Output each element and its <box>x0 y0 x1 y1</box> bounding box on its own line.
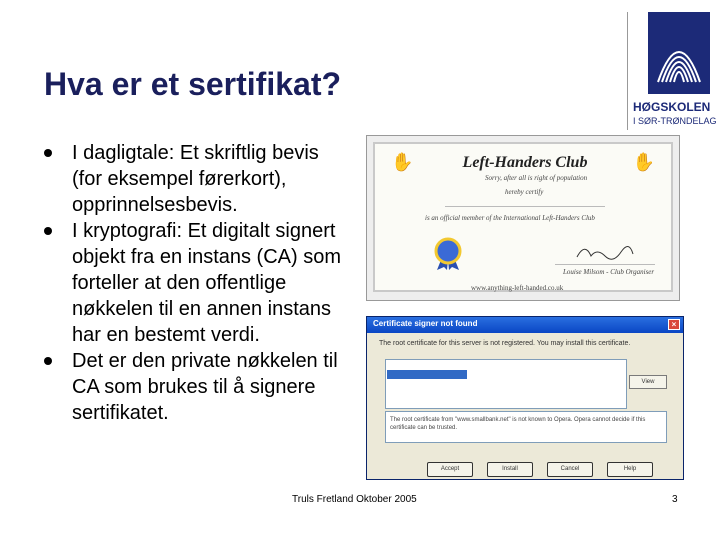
certificate-info-text: The root certificate from "www.smallbank.net" is not known to Opera. Opera cannot decide if this certificate can be trusted. <box>390 417 646 431</box>
bullet-text: I dagligtale: Et skriftlig bevis (for eksempel førerkort), opprinnelsesbevis. <box>72 142 319 216</box>
dialog-message: The root certificate for this server is not registered. You may install this certificate. <box>379 340 631 347</box>
view-button[interactable]: View <box>629 375 667 389</box>
certificate-list-selected-row[interactable] <box>387 370 467 379</box>
bullet-item <box>44 348 349 426</box>
bullet-text: I kryptografi: Et digitalt signert objekt fra en instans (CA) som forteller at den offentlige nøkkelen til en annen instans har en bestemt verdi. <box>72 220 341 346</box>
signature-line <box>555 264 655 265</box>
bullet-item <box>44 140 349 218</box>
certificate-warning-dialog <box>366 316 684 480</box>
rosette-seal-icon <box>431 236 465 270</box>
accept-button[interactable]: Accept <box>427 462 473 477</box>
left-hand-icon: ✋ <box>632 152 655 172</box>
help-button[interactable]: Help <box>607 462 653 477</box>
bullet-list <box>44 140 349 426</box>
close-icon[interactable]: × <box>668 319 680 330</box>
dialog-titlebar <box>367 317 683 333</box>
install-button[interactable]: Install <box>487 462 533 477</box>
left-hand-icon: ✋ <box>391 152 414 172</box>
dialog-title: Certificate signer not found <box>373 319 478 328</box>
certificate-list[interactable] <box>385 359 627 409</box>
bullet-dot <box>44 357 52 365</box>
bullet-dot <box>44 149 52 157</box>
certificate-signature-caption: Louise Milsom - Club Organiser <box>563 268 655 276</box>
cancel-button[interactable]: Cancel <box>547 462 593 477</box>
logo-divider <box>627 12 628 130</box>
certificate-url: www.anything-left-handed.co.uk <box>471 284 564 292</box>
certificate-name-line <box>445 206 605 207</box>
logo-subtitle: I SØR-TRØNDELAG <box>633 116 717 126</box>
certificate-frame <box>373 142 673 292</box>
slide-footer: Truls Fretland Oktober 2005 <box>292 494 417 505</box>
certificate-info-box <box>385 411 667 443</box>
logo-name: HØGSKOLEN <box>633 100 711 114</box>
certificate-line3: is an official member of the International Left-Handers Club <box>425 214 595 222</box>
certificate-title: Left-Handers Club <box>462 154 588 171</box>
bullet-text: Det er den private nøkkelen til CA som brukes til å signere sertifikatet. <box>72 350 338 424</box>
certificate-line1: Sorry, after all is right of population <box>485 174 588 182</box>
slide-title: Hva er et sertifikat? <box>44 66 342 102</box>
hist-logo-icon <box>648 12 710 94</box>
certificate-image <box>366 135 680 301</box>
page-number: 3 <box>672 494 678 505</box>
certificate-line2: hereby certify <box>505 188 544 196</box>
signature-mark <box>575 242 635 262</box>
bullet-dot <box>44 227 52 235</box>
bullet-item <box>44 218 349 348</box>
